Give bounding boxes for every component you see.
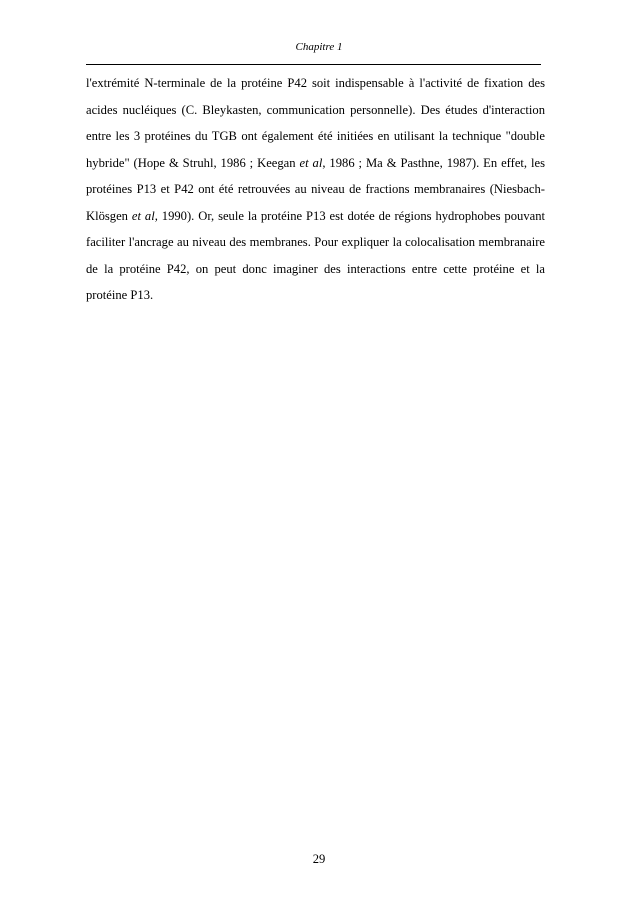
text-segment: l'extrémité N-terminale de la protéine P42 soit indispensable à l'activité de fixation des acides nucléiques (C. Bleykasten, communication personnelle). Des études d'interaction entre les 3 protéines du TGB ont également été initiées en utilisant la technique "double hybride" (Hope & Struhl, 1986 ; Keegan bbox=[86, 76, 545, 170]
page-number: 29 bbox=[312, 852, 326, 866]
body-paragraph bbox=[86, 70, 545, 309]
running-header: Chapitre 1 bbox=[295, 41, 343, 53]
text-segment: , 1986 ; Ma & Pasthne, 1987). En effet, les protéines P13 et P42 ont été retrouvées au niveau de fractions membranaires (Niesbach-Klösgen bbox=[86, 155, 546, 223]
header-rule bbox=[86, 64, 541, 65]
text-segment-italic: et al, bbox=[131, 208, 158, 223]
text-segment: 1990). Or, seule la protéine P13 est dotée de régions hydrophobes pouvant faciliter l'ancrage au niveau des membranes. Pour expliquer la colocalisation membranaire de la protéine P42, on peut donc imaginer des interactions entre cette protéine et la protéine P13. bbox=[86, 208, 545, 302]
text-segment-italic: et al bbox=[299, 155, 323, 170]
